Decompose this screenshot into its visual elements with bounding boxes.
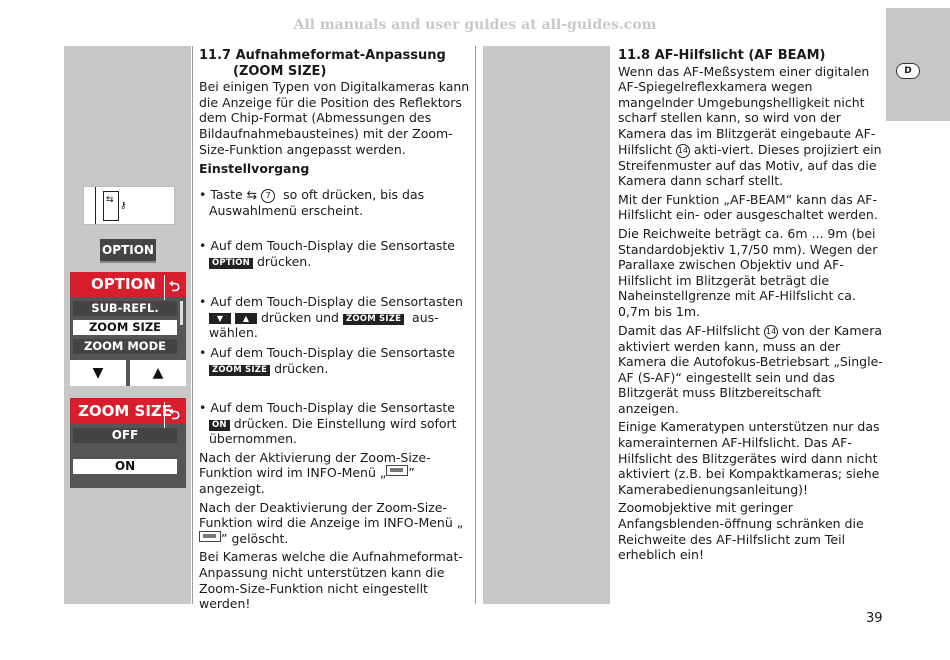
step-3: • Auf dem Touch-Display die Sensortasten ▼ ▲ drücken und ZOOM SIZE aus- wählen. (199, 294, 463, 341)
section-heading: 11.8 AF-Hilfslicht (AF BEAM) (618, 48, 826, 63)
option-menu-title: OPTION ⮌ (70, 272, 186, 297)
up-key-icon: ▲ (235, 313, 257, 324)
step-5: • Auf dem Touch-Display die Sensortaste ON drücken. Die Einstellung wird sofort übernommen. Nach der Aktivierung der Zoom-Size-Funktion wird im INFO-Menü „ ” angezeigt. Nach der Deaktivierung der Zoom-Size-Funktion wird die Anzeige im INFO-Menü „” gelöscht. Bei Kameras welche die Aufnahmeformat-Anpassung nicht unterstützen kann die Zoom-Size-Funktion nicht eingestellt werden! (199, 400, 471, 612)
back-icon: ⮌ (164, 402, 180, 428)
procedure-heading: Einstellvorgang (199, 161, 310, 177)
mode-key-icon: ⇆ (246, 187, 258, 202)
camera-button-illustration (83, 186, 175, 225)
page-number: 39 (866, 611, 883, 626)
zoom-size-key-icon: ZOOM SIZE (343, 314, 404, 325)
column-divider (192, 46, 193, 604)
menu-item-on: ON (73, 459, 177, 474)
up-arrow-icon: ▲ (130, 360, 186, 386)
option-key-icon: OPTION (209, 258, 253, 269)
step-4: • Auf dem Touch-Display die Sensortaste ZOOM SIZE drücken. (199, 345, 455, 376)
zoom-size-menu-illustration (70, 398, 186, 488)
callout-number: 14 (676, 144, 690, 158)
section-heading: 11.7 Aufnahmeformat-Anpassung (199, 48, 446, 63)
on-key-icon: ON (209, 420, 230, 431)
back-icon: ⮌ (164, 275, 180, 300)
down-arrow-icon: ▼ (70, 360, 126, 386)
scrollbar-indicator (180, 301, 183, 325)
language-tab (886, 8, 950, 121)
zoom-size-menu-title: ZOOM SIZE ⮌ (70, 398, 186, 424)
menu-item-off: OFF (73, 428, 177, 443)
option-menu-illustration (70, 272, 186, 386)
section-heading-sub: (ZOOM SIZE) (233, 63, 327, 79)
column-divider (475, 46, 476, 604)
key-icon: ⚷ (120, 201, 127, 211)
callout-number: 7 (261, 189, 275, 203)
middle-margin-band (483, 46, 610, 604)
final-note: Bei Kameras welche die Aufnahmeformat-Anpassung nicht unterstützen kann die Zoom-Size-Funktion nicht eingestellt werden! (199, 549, 463, 612)
option-button-illustration: OPTION (100, 239, 156, 263)
section-zoom-size (199, 48, 471, 177)
step-2: • Auf dem Touch-Display die Sensortaste OPTION drücken. (199, 238, 455, 269)
menu-item-sub-refl: SUB-REFL. (73, 301, 177, 316)
menu-item-zoom-size: ZOOM SIZE (73, 320, 177, 335)
mode-switch-icon: ⇆ (106, 195, 114, 205)
down-key-icon: ▼ (209, 313, 231, 324)
intro-paragraph: Bei einigen Typen von Digitalkameras kann die Anzeige für die Position des Reflektors dem Chip-Format (Abmessungen des Bildaufnahmebausteines) mit der Zoom-Size-Funktion angepasst werden. (199, 79, 470, 157)
zoom-size-info-icon (386, 465, 408, 476)
menu-item-zoom-mode: ZOOM MODE (73, 339, 177, 354)
watermark: All manuals and user guides at all-guides.com (293, 17, 657, 33)
step-1: • Taste ⇆ 7 so oft drücken, bis das Auswahlmenü erscheint. (199, 187, 425, 218)
callout-number: 14 (764, 325, 778, 339)
zoom-size-key-icon: ZOOM SIZE (209, 365, 270, 376)
zoom-size-info-icon (199, 531, 221, 542)
language-badge: D (896, 63, 920, 79)
section-af-beam: 11.8 AF-Hilfslicht (AF BEAM) Wenn das AF-Meßsystem einer digitalen AF-Spiegelreflexkamera wegen mangelnder Umgebungshelligkeit nicht scharf stellen kann, so wird von der Kamera das im Blitzgerät eingebaute AF-Hilfslicht 14 akti-viert. Dieses projiziert ein Streifenmuster auf das Motiv, auf das die Kamera dann scharf stellt. Mit der Funktion „AF-BEAM“ kann das AF-Hilfslicht ein- oder ausgeschaltet werden. Die Reichweite beträgt ca. 6m ... 9m (bei Standardobjektiv 1,7/50 mm). Wegen der Parallaxe zwischen Objektiv und AF-Hilfslicht im Blitzgerät beträgt die Naheinstellgrenze mit AF-Hilfslicht ca. 0,7m bis 1m. Damit das AF-Hilfslicht 14 von der Kamera aktiviert werden kann, muss an der Kamera die Autofokus-Betriebsart „Single-AF (S-AF)“ eingestellt sein und das Blitzgerät muss Blitzbereitschaft anzeigen. Einige Kameratypen unterstützen nur das kamerainternen AF-Hilfslicht. Das AF-Hilfslicht des Blitzgerätes wird dann nicht aktiviert (z.B. bei Kompaktkameras; siehe Kamerabedienungsanleitung)! Zoomobjektive mit geringer Anfangsblenden-öffnung schränken die Reichweite des AF-Hilfslicht zum Teil erheblich ein! (618, 48, 883, 563)
